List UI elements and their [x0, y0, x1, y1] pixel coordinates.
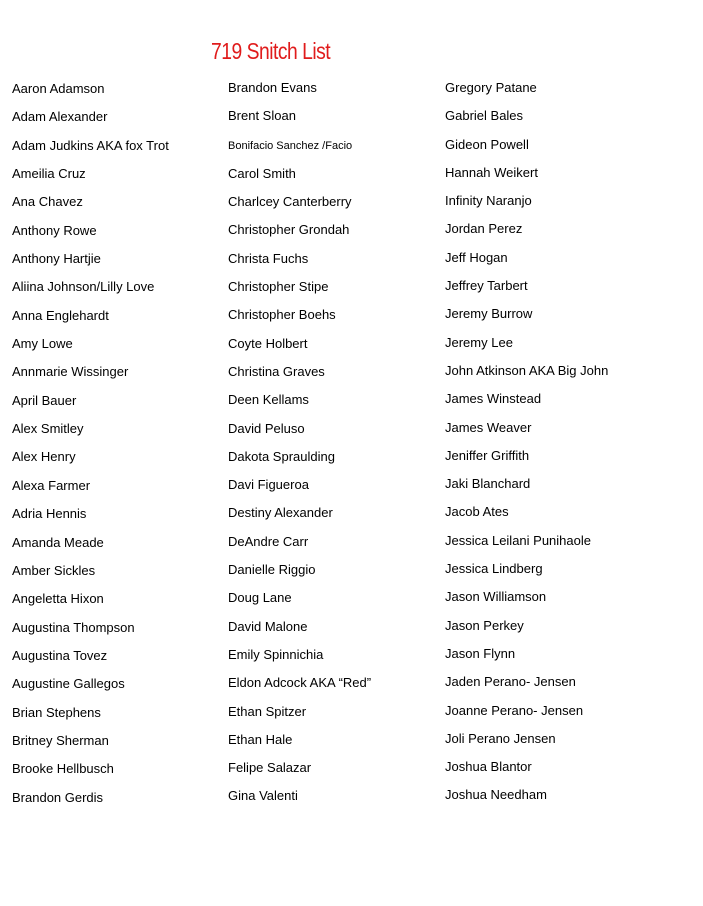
list-item: Infinity Naranjo — [445, 193, 532, 209]
list-item: Jaden Perano- Jensen — [445, 674, 576, 690]
list-item: Doug Lane — [228, 590, 292, 606]
list-item: Brian Stephens — [12, 704, 101, 720]
list-item: David Peluso — [228, 420, 305, 436]
list-item: Coyte Holbert — [228, 335, 308, 351]
list-item: Jeremy Lee — [445, 334, 513, 350]
list-item: Charlcey Canterberry — [228, 194, 352, 210]
list-item: DeAndre Carr — [228, 533, 309, 549]
list-item: Amanda Meade — [12, 534, 104, 550]
list-item: Jacob Ates — [445, 504, 509, 520]
list-item: Eldon Adcock AKA “Red” — [228, 675, 372, 691]
list-item: Adam Judkins AKA fox Trot — [12, 137, 169, 153]
list-item: Aliina Johnson/Lilly Love — [12, 279, 155, 295]
list-item: Jeniffer Griffith — [445, 447, 530, 463]
list-item: Jeffrey Tarbert — [445, 278, 528, 294]
list-item: Gina Valenti — [228, 788, 298, 804]
list-item: Ethan Spitzer — [228, 703, 307, 719]
list-item: Annmarie Wissinger — [12, 364, 129, 380]
list-item: Augustina Thompson — [12, 619, 135, 635]
list-item: Jordan Perez — [445, 221, 523, 237]
list-item: Anthony Rowe — [12, 222, 97, 238]
list-item: Christina Graves — [228, 363, 325, 379]
list-item: Joshua Blantor — [445, 759, 532, 775]
list-item: Jason Flynn — [445, 645, 516, 661]
list-item: Adria Hennis — [12, 506, 87, 522]
list-item: David Malone — [228, 618, 308, 634]
list-item: Davi Figueroa — [228, 477, 309, 493]
list-item: Jessica Leilani Punihaole — [445, 532, 591, 548]
list-item: Bonifacio Sanchez /Facio — [228, 139, 353, 152]
list-item: Joli Perano Jensen — [445, 730, 556, 746]
list-item: Joanne Perano- Jensen — [445, 702, 584, 718]
list-item: Hannah Weikert — [445, 164, 538, 180]
list-item: Danielle Riggio — [228, 562, 316, 578]
list-item: Jason Williamson — [445, 589, 547, 605]
list-item: Jason Perkey — [445, 617, 524, 633]
list-item: Destiny Alexander — [228, 505, 333, 521]
list-item: Anna Englehardt — [12, 307, 109, 323]
list-item: Alexa Farmer — [12, 477, 91, 493]
list-item: Ameilia Cruz — [12, 166, 86, 182]
list-item: Adam Alexander — [12, 109, 108, 125]
list-item: Augustina Tovez — [12, 647, 108, 663]
list-item: Alex Smitley — [12, 421, 84, 437]
list-item: Anthony Hartjie — [12, 251, 101, 267]
page-title: 719 Snitch List — [211, 38, 331, 64]
list-item: Emily Spinnichia — [228, 646, 324, 662]
list-item: Joshua Needham — [445, 787, 547, 803]
list-item: Felipe Salazar — [228, 760, 312, 776]
list-item: Jaki Blanchard — [445, 476, 531, 492]
list-item: Brandon Evans — [228, 80, 317, 95]
list-item: April Bauer — [12, 392, 77, 408]
list-item: Jeremy Burrow — [445, 306, 533, 322]
list-item: Brandon Gerdis — [12, 789, 104, 805]
list-item: Christopher Grondah — [228, 222, 350, 238]
list-item: Brent Sloan — [228, 108, 296, 124]
list-item: Christa Fuchs — [228, 250, 309, 266]
list-item: Jessica Lindberg — [445, 561, 543, 577]
list-item: Brooke Hellbusch — [12, 761, 114, 777]
list-item: Gideon Powell — [445, 136, 529, 152]
list-item: Deen Kellams — [228, 392, 309, 408]
name-column-2 — [228, 79, 438, 816]
list-item: Aaron Adamson — [12, 81, 105, 96]
list-item: Carol Smith — [228, 165, 296, 181]
name-column-3 — [445, 79, 695, 815]
list-item: Britney Sherman — [12, 732, 109, 748]
list-item: Amy Lowe — [12, 336, 73, 352]
list-item: Christopher Boehs — [228, 307, 336, 323]
list-item: James Weaver — [445, 419, 532, 435]
list-item: Gabriel Bales — [445, 108, 524, 124]
name-column-1 — [12, 80, 217, 817]
list-item: Christopher Stipe — [228, 279, 329, 295]
list-item: Ethan Hale — [228, 731, 293, 747]
list-item: Jeff Hogan — [445, 249, 508, 265]
list-item: Dakota Spraulding — [228, 448, 335, 464]
list-item: Alex Henry — [12, 449, 76, 465]
list-item: John Atkinson AKA Big John — [445, 362, 609, 378]
list-item: James Winstead — [445, 391, 542, 407]
list-item: Ana Chavez — [12, 194, 83, 210]
list-item: Amber Sickles — [12, 562, 96, 578]
list-item: Augustine Gallegos — [12, 676, 125, 692]
list-item: Angeletta Hixon — [12, 591, 104, 607]
list-item: Gregory Patane — [445, 80, 537, 95]
